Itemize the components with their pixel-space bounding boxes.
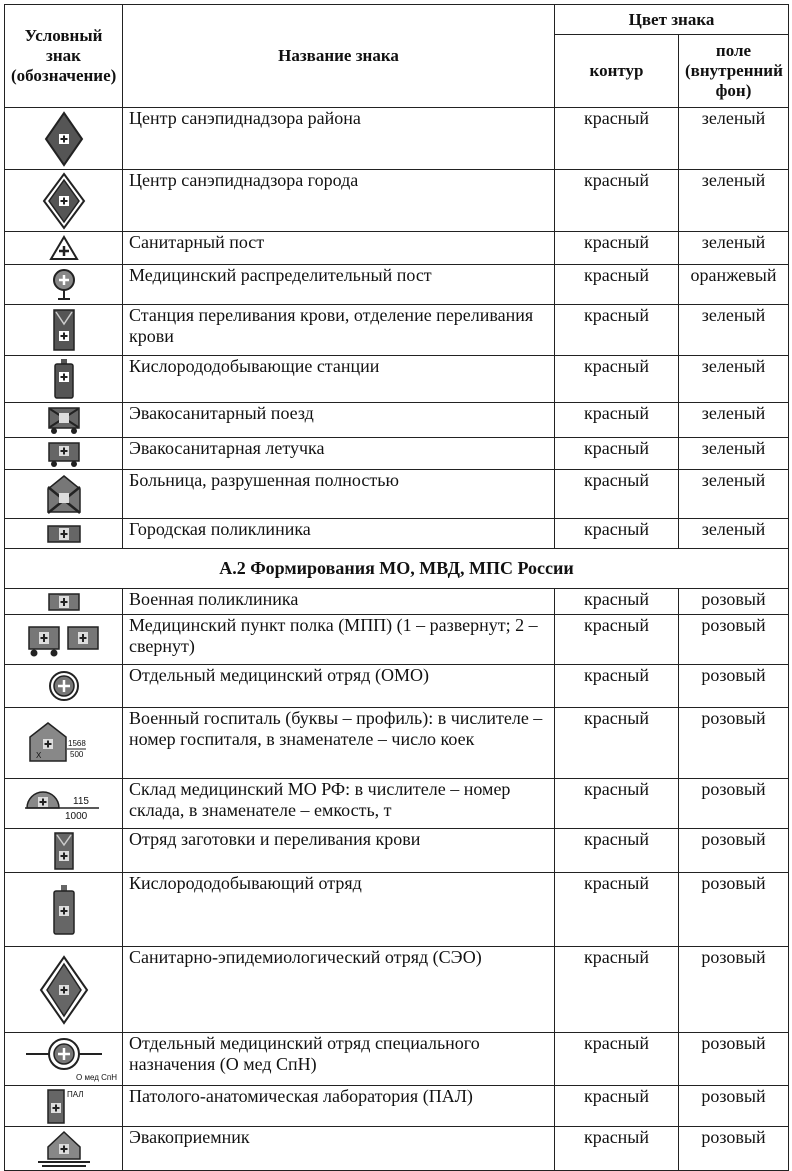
table-row (5, 232, 789, 265)
row-name: Кислорододобывающий отряд (123, 873, 555, 947)
table-row (5, 265, 789, 305)
table-row (5, 589, 789, 615)
circle-cross-stand-icon (49, 267, 79, 303)
table-row (5, 1086, 789, 1127)
row-field: зеленый (679, 356, 789, 403)
table-row (5, 1127, 789, 1171)
table-row (5, 873, 789, 947)
row-field: розовый (679, 779, 789, 829)
row-name: Эвакоприемник (123, 1127, 555, 1171)
row-outline: красный (555, 305, 679, 356)
row-field: розовый (679, 1127, 789, 1171)
header-field: поле (внутренний фон) (679, 35, 789, 108)
row-outline: красный (555, 438, 679, 470)
row-outline: красный (555, 1086, 679, 1127)
evac-receiver-icon (34, 1129, 94, 1169)
row-outline: красный (555, 947, 679, 1033)
table-row (5, 947, 789, 1033)
table-row (5, 779, 789, 829)
diamond-cross-icon (44, 111, 84, 167)
table-row (5, 829, 789, 873)
row-outline: красный (555, 403, 679, 438)
section-title: А.2 Формирования МО, МВД, МПС России (5, 549, 789, 589)
city-clinic-icon (46, 523, 82, 545)
row-outline: красный (555, 108, 679, 170)
special-unit-label: О мед СпН (75, 1073, 117, 1082)
row-name: Центр санэпиднадзора города (123, 170, 555, 232)
blood-unit-icon (52, 831, 76, 871)
row-outline: красный (555, 708, 679, 779)
double-diamond-cross-icon (42, 172, 86, 230)
table-row (5, 305, 789, 356)
table-row (5, 708, 789, 779)
table-row (5, 356, 789, 403)
row-field: розовый (679, 708, 789, 779)
row-name: Городская поликлиника (123, 519, 555, 549)
table-row (5, 170, 789, 232)
regiment-post-icon (26, 621, 102, 659)
row-outline: красный (555, 1033, 679, 1086)
med-warehouse-icon (21, 786, 107, 822)
row-name: Центр санэпиднадзора района (123, 108, 555, 170)
row-name: Санитарный пост (123, 232, 555, 265)
header-symbol: Условный знак (обозначение) (5, 5, 123, 108)
row-outline: красный (555, 170, 679, 232)
header-color-group: Цвет знака (555, 5, 789, 35)
row-outline: красный (555, 232, 679, 265)
row-name: Эвакосанитарный поезд (123, 403, 555, 438)
row-field: зеленый (679, 470, 789, 519)
row-field: зеленый (679, 403, 789, 438)
row-name: Отдельный медицинский отряд (ОМО) (123, 665, 555, 708)
row-field: оранжевый (679, 265, 789, 305)
row-name: Эвакосанитарная летучка (123, 438, 555, 470)
row-outline: красный (555, 470, 679, 519)
row-name: Отдельный медицинский отряд специального назначения (О мед СпН) (123, 1033, 555, 1086)
row-name: Военная поликлиника (123, 589, 555, 615)
row-outline: красный (555, 519, 679, 549)
special-unit-icon (24, 1035, 117, 1083)
row-outline: красный (555, 615, 679, 665)
row-outline: красный (555, 356, 679, 403)
row-outline: красный (555, 779, 679, 829)
row-field: розовый (679, 665, 789, 708)
table-row (5, 403, 789, 438)
row-name: Кислорододобывающие станции (123, 356, 555, 403)
row-name: Больница, разрушенная полностью (123, 470, 555, 519)
pal-lab-label: ПАЛ (66, 1090, 84, 1099)
row-field: зеленый (679, 519, 789, 549)
signs-table-wrapper (4, 4, 788, 1171)
row-outline: красный (555, 665, 679, 708)
row-field: зеленый (679, 232, 789, 265)
table-row (5, 438, 789, 470)
header-outline: контур (555, 35, 679, 108)
table-row (5, 470, 789, 519)
oxygen-station-icon (53, 358, 75, 400)
row-field: зеленый (679, 108, 789, 170)
header-name: Название знака (123, 5, 555, 108)
pal-lab-icon (34, 1087, 94, 1125)
row-field: розовый (679, 829, 789, 873)
military-clinic-icon (47, 592, 81, 612)
table-row (5, 665, 789, 708)
row-name: Станция переливания крови, отделение переливания крови (123, 305, 555, 356)
row-name: Патолого-анатомическая лаборатория (ПАЛ) (123, 1086, 555, 1127)
row-field: розовый (679, 947, 789, 1033)
row-field: розовый (679, 873, 789, 947)
row-name: Медицинский пункт полка (МПП) (1 – развернут; 2 – свернут) (123, 615, 555, 665)
row-name: Отряд заготовки и переливания крови (123, 829, 555, 873)
row-field: зеленый (679, 438, 789, 470)
row-name: Военный госпиталь (буквы – профиль): в числителе – номер госпиталя, в знаменателе – число коек (123, 708, 555, 779)
hospital-number: 1568 (67, 739, 86, 748)
row-outline: красный (555, 1127, 679, 1171)
blood-station-icon (51, 308, 77, 352)
destroyed-hospital-icon (44, 473, 84, 515)
evac-train-icon (47, 405, 81, 435)
triangle-cross-icon (49, 235, 79, 261)
row-field: розовый (679, 615, 789, 665)
table-row (5, 1033, 789, 1086)
svg-text:Х: Х (35, 751, 41, 760)
row-field: розовый (679, 1033, 789, 1086)
row-outline: красный (555, 873, 679, 947)
table-row (5, 615, 789, 665)
section-row (5, 549, 789, 589)
warehouse-capacity: 1000 (64, 810, 87, 822)
row-field: розовый (679, 1086, 789, 1127)
row-name: Медицинский распределительный пост (123, 265, 555, 305)
sanepid-unit-icon (39, 955, 89, 1025)
military-hospital-icon (24, 719, 104, 767)
row-field: зеленый (679, 170, 789, 232)
row-name: Санитарно-эпидемиологический отряд (СЭО) (123, 947, 555, 1033)
evac-flyer-icon (47, 440, 81, 468)
oxygen-unit-icon (52, 884, 76, 936)
table-row (5, 519, 789, 549)
hospital-beds: 500 (69, 750, 83, 759)
row-name: Склад медицинский МО РФ: в числителе – номер склада, в знаменателе – емкость, т (123, 779, 555, 829)
table-row (5, 108, 789, 170)
row-outline: красный (555, 589, 679, 615)
row-outline: красный (555, 265, 679, 305)
row-field: зеленый (679, 305, 789, 356)
signs-table (4, 4, 789, 1171)
row-field: розовый (679, 589, 789, 615)
circle-cross-icon (48, 670, 80, 702)
row-outline: красный (555, 829, 679, 873)
warehouse-number: 115 (72, 795, 89, 807)
